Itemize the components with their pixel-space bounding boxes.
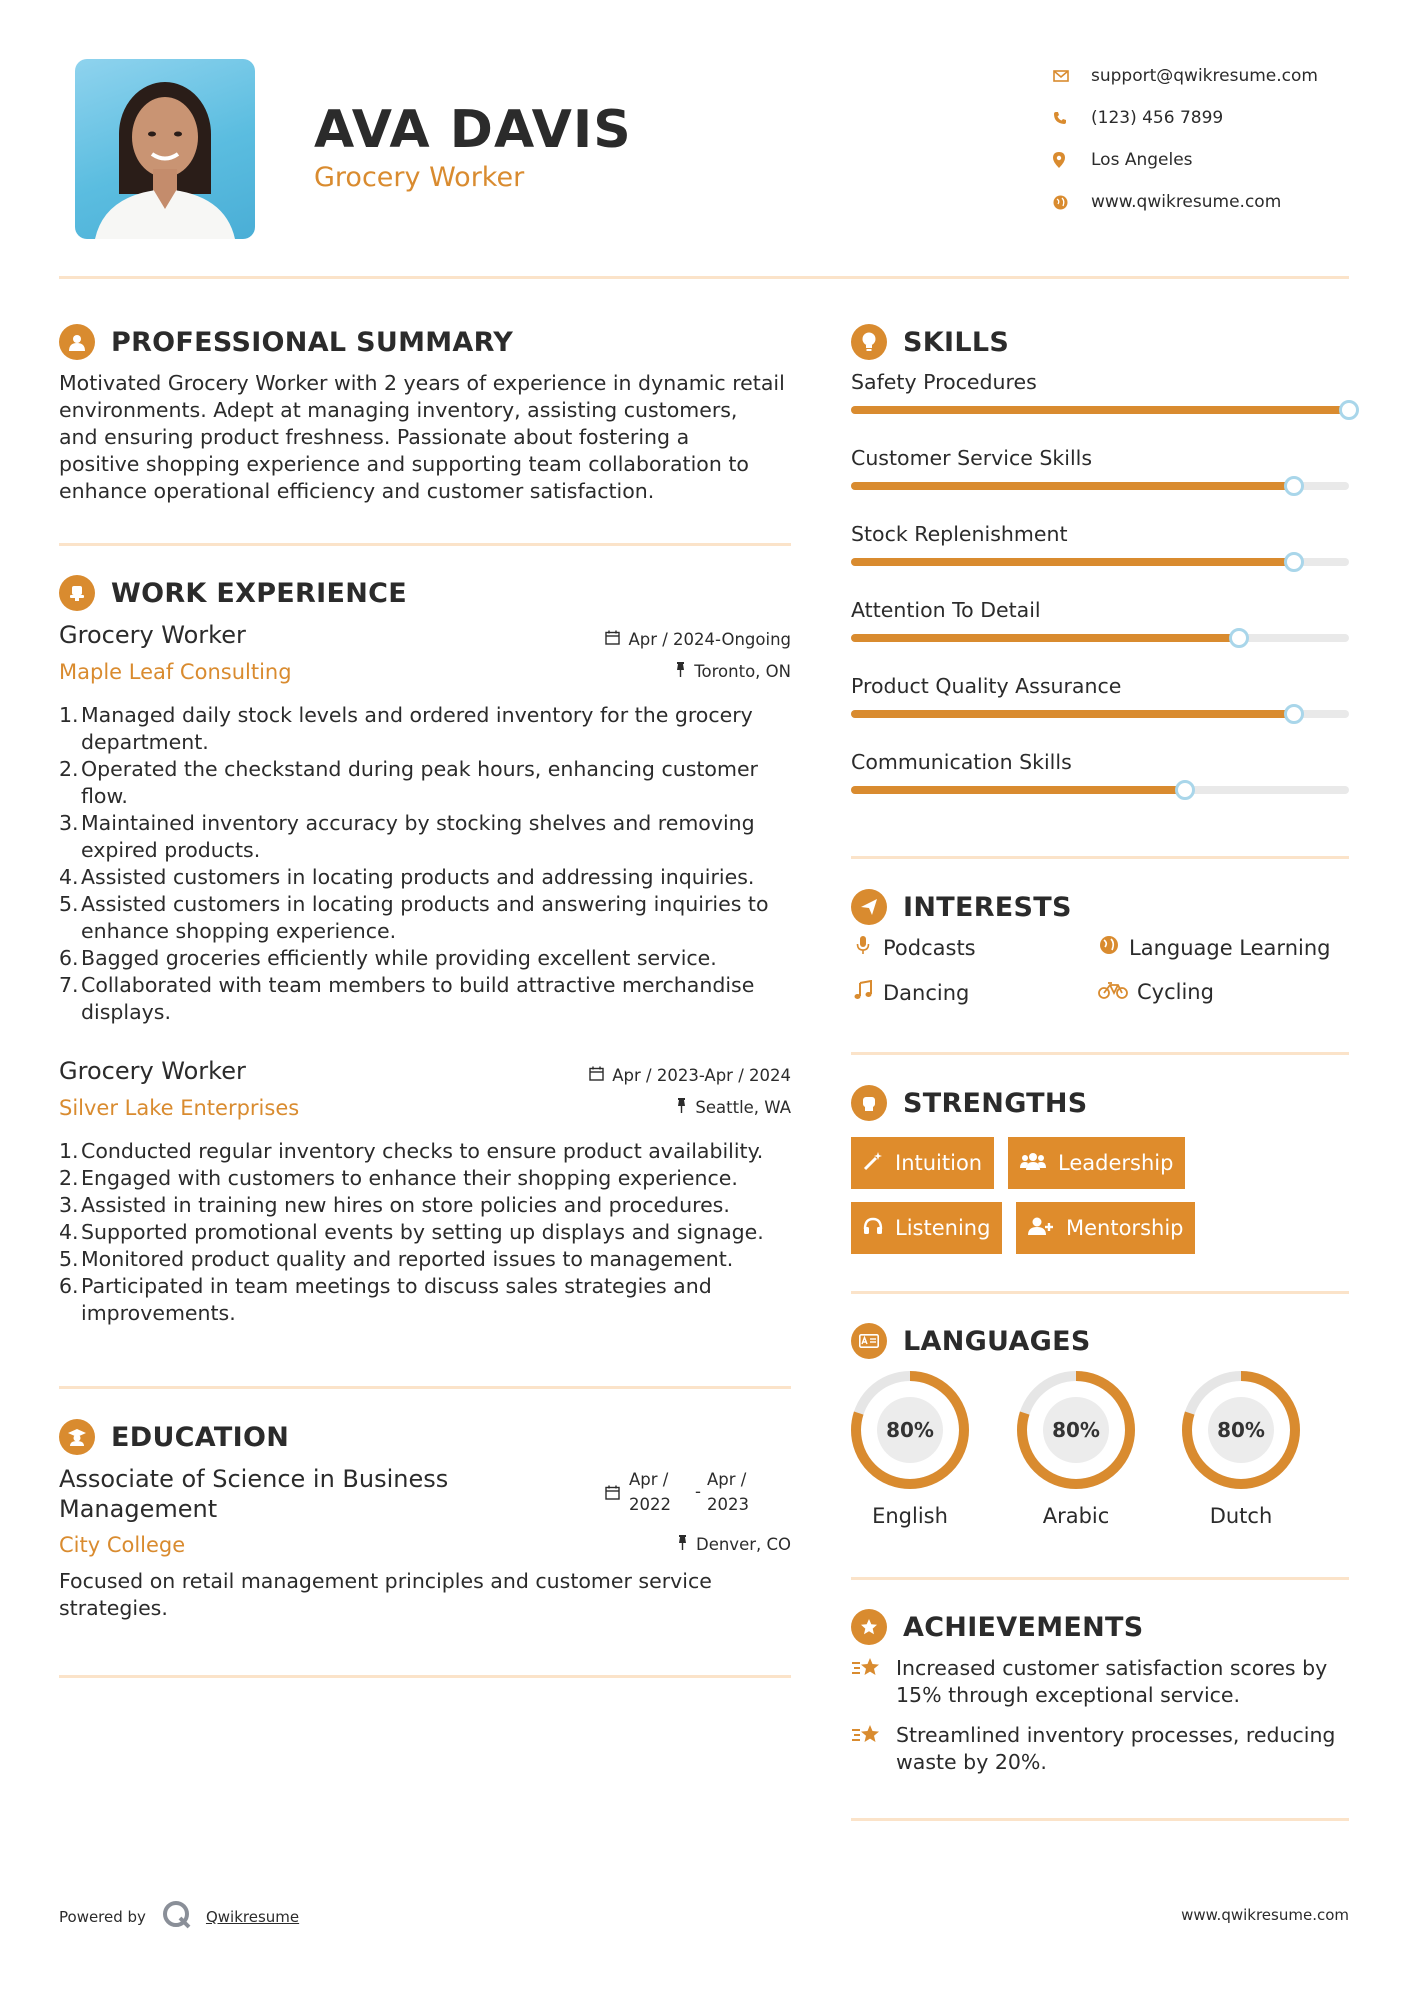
skill-bar-fill <box>851 634 1239 642</box>
interests-heading <box>851 889 1072 925</box>
section-divider <box>59 543 791 546</box>
skill-name: Attention To Detail <box>851 598 1041 622</box>
skill-item <box>851 446 1349 470</box>
job-location-text: Seattle, WA <box>695 1098 791 1117</box>
education-heading <box>59 1419 289 1455</box>
calendar-icon <box>589 1066 604 1085</box>
job-location-text: Toronto, ON <box>694 662 791 681</box>
section-divider <box>59 1675 791 1678</box>
language-percent: 80% <box>886 1418 934 1442</box>
job-dates <box>605 630 791 649</box>
job-location <box>676 1098 791 1117</box>
section-divider <box>851 1291 1349 1294</box>
language-name: Dutch <box>1209 1504 1273 1528</box>
language-percent: 80% <box>1217 1418 1265 1442</box>
graduate-icon <box>59 1419 95 1455</box>
contact-location <box>1053 139 1383 181</box>
language-item <box>845 1368 975 1528</box>
achievements-heading <box>851 1609 1144 1645</box>
shooting-star-icon <box>851 1722 896 1776</box>
job-title: Grocery Worker <box>59 621 246 649</box>
contact-email[interactable] <box>1053 55 1383 97</box>
list-item: 5. Monitored product quality and reported issues to management. <box>59 1247 734 1271</box>
pushpin-icon <box>675 662 686 681</box>
job-dates <box>589 1066 791 1085</box>
company-name: Maple Leaf Consulting <box>59 660 292 684</box>
skill-bar-track <box>851 558 1349 566</box>
skill-bar-track <box>851 406 1349 414</box>
skill-level-handle <box>1339 400 1359 420</box>
education-description: Focused on retail management principles and customer service strategies. <box>59 1569 712 1620</box>
strength-badge: Listening <box>851 1202 1002 1254</box>
bicycle-icon <box>1095 980 1131 1004</box>
candidate-title: Grocery Worker <box>314 162 525 193</box>
language-progress-ring <box>1014 1368 1138 1492</box>
summary-line: positive shopping experience and supporting team collaboration to <box>59 452 749 476</box>
list-item: 7. Collaborated with team members to build attractive merchandise displays. <box>59 973 755 1024</box>
skill-name: Safety Procedures <box>851 370 1037 394</box>
list-item: 6. Participated in team meetings to discuss sales strategies and improvements. <box>59 1274 712 1325</box>
section-divider <box>851 856 1349 859</box>
experience-title: WORK EXPERIENCE <box>111 577 407 609</box>
skill-bar-fill <box>851 482 1294 490</box>
school-name: City College <box>59 1533 186 1557</box>
summary-line: environments. Adept at managing inventory, assisting customers, <box>59 398 738 422</box>
skill-item <box>851 674 1349 698</box>
experience-heading <box>59 575 407 611</box>
summary-heading <box>59 324 513 360</box>
skill-bar-track <box>851 786 1349 794</box>
headphones-icon <box>863 1217 883 1240</box>
skills-heading <box>851 324 1009 360</box>
language-name: English <box>872 1504 948 1528</box>
skill-name: Communication Skills <box>851 750 1072 774</box>
list-item: 4. Supported promotional events by setting up displays and signage. <box>59 1220 764 1244</box>
user-icon <box>59 324 95 360</box>
location-text: Los Angeles <box>1091 150 1193 170</box>
job-duties <box>59 1138 799 1327</box>
skill-bar-track <box>851 634 1349 642</box>
microphone-icon <box>849 935 877 960</box>
profile-photo <box>75 59 255 239</box>
job-dates-text: Apr / 2023-Apr / 2024 <box>612 1066 791 1085</box>
education-location: Denver, CO <box>677 1535 791 1554</box>
skill-bar-track <box>851 482 1349 490</box>
section-divider <box>851 1818 1349 1821</box>
map-pin-icon <box>1053 152 1091 168</box>
list-item: 1. Conducted regular inventory checks to ensure product availability. <box>59 1139 764 1163</box>
users-icon <box>1020 1152 1046 1175</box>
skill-bar-fill <box>851 710 1294 718</box>
language-progress-ring <box>848 1368 972 1492</box>
skill-bar-fill <box>851 786 1185 794</box>
section-divider <box>851 1577 1349 1580</box>
job-location <box>675 662 791 681</box>
language-progress-ring <box>1179 1368 1303 1492</box>
list-item: 5. Assisted customers in locating products and answering inquiries to enhance shopping experience. <box>59 892 769 943</box>
star-badge-icon <box>851 1609 887 1645</box>
interest-podcasts: Podcasts <box>849 935 976 960</box>
achievement-item: Increased customer satisfaction scores by 15% through exceptional service. <box>851 1655 1351 1709</box>
skill-item <box>851 598 1349 622</box>
briefcase-icon <box>59 575 95 611</box>
skill-name: Stock Replenishment <box>851 522 1068 546</box>
contact-block <box>1053 55 1383 223</box>
skill-item <box>851 750 1349 774</box>
education-title: EDUCATION <box>111 1421 290 1453</box>
user-plus-icon <box>1028 1217 1054 1240</box>
globe-icon <box>1095 935 1123 960</box>
section-divider <box>59 1386 791 1389</box>
language-item <box>1176 1368 1306 1528</box>
skill-name: Product Quality Assurance <box>851 674 1122 698</box>
language-name: Arabic <box>1042 1504 1110 1528</box>
strength-badge: Leadership <box>1008 1137 1185 1189</box>
qwikresume-logo-icon <box>162 1900 192 1934</box>
skill-level-handle <box>1229 628 1249 648</box>
skills-title: SKILLS <box>903 326 1010 358</box>
email-text: support@qwikresume.com <box>1091 66 1318 86</box>
skill-item <box>851 522 1349 546</box>
contact-website[interactable] <box>1053 181 1383 223</box>
contact-phone[interactable] <box>1053 97 1383 139</box>
magic-wand-icon <box>863 1151 883 1176</box>
website-text: www.qwikresume.com <box>1091 192 1282 212</box>
language-item <box>1011 1368 1141 1528</box>
strength-badge: Intuition <box>851 1137 994 1189</box>
list-item: 3. Assisted in training new hires on store policies and procedures. <box>59 1193 730 1217</box>
languages-heading <box>851 1323 1091 1359</box>
skill-bar-track <box>851 710 1349 718</box>
summary-title: PROFESSIONAL SUMMARY <box>111 326 514 358</box>
company-name: Silver Lake Enterprises <box>59 1096 300 1120</box>
skill-bar-fill <box>851 558 1294 566</box>
skill-name: Customer Service Skills <box>851 446 1093 470</box>
pushpin-icon <box>676 1098 687 1117</box>
footer-website[interactable]: www.qwikresume.com <box>1181 1906 1349 1924</box>
lightbulb-icon <box>851 324 887 360</box>
languages-title: LANGUAGES <box>903 1325 1091 1357</box>
summary-line: enhance operational efficiency and customer satisfaction. <box>59 479 655 503</box>
skill-level-handle <box>1284 476 1304 496</box>
calendar-icon <box>605 630 620 649</box>
job-dates-text: Apr / 2024-Ongoing <box>628 630 791 649</box>
strengths-heading <box>851 1085 1088 1121</box>
summary-text <box>59 370 794 505</box>
header-divider <box>59 276 1349 279</box>
phone-icon <box>1053 111 1091 125</box>
skill-level-handle <box>1175 780 1195 800</box>
fist-icon <box>851 1085 887 1121</box>
list-item: 2. Engaged with customers to enhance their shopping experience. <box>59 1166 738 1190</box>
phone-text: (123) 456 7899 <box>1091 108 1224 128</box>
shooting-star-icon <box>851 1655 896 1709</box>
language-percent: 80% <box>1052 1418 1100 1442</box>
qwikresume-link[interactable]: Qwikresume <box>205 1908 300 1926</box>
summary-line: Motivated Grocery Worker with 2 years of experience in dynamic retail <box>59 371 785 395</box>
achievement-item: Streamlined inventory processes, reducing waste by 20%. <box>851 1722 1351 1776</box>
globe-icon <box>1053 195 1091 210</box>
achievements-title: ACHIEVEMENTS <box>903 1611 1144 1643</box>
list-item: 2. Operated the checkstand during peak hours, enhancing customer flow. <box>59 757 758 808</box>
skill-level-handle <box>1284 552 1304 572</box>
interest-dancing: Dancing <box>849 980 969 1005</box>
envelope-icon <box>1053 70 1091 82</box>
music-icon <box>849 980 877 1005</box>
powered-by-label: Powered by <box>59 1908 146 1926</box>
footer-powered-by <box>59 1900 299 1934</box>
list-item: 1. Managed daily stock levels and ordered inventory for the grocery department. <box>59 703 753 754</box>
language-card-icon <box>851 1323 887 1359</box>
job-duties <box>59 702 799 1026</box>
interest-cycling: Cycling <box>1095 980 1214 1004</box>
candidate-name: AVA DAVIS <box>314 100 632 160</box>
skill-item <box>851 370 1349 394</box>
summary-line: and ensuring product freshness. Passionate about fostering a <box>59 425 690 449</box>
list-item: 3. Maintained inventory accuracy by stocking shelves and removing expired products. <box>59 811 755 862</box>
job-title: Grocery Worker <box>59 1057 246 1085</box>
interests-title: INTERESTS <box>903 891 1072 923</box>
section-divider <box>851 1052 1349 1055</box>
skill-bar-fill <box>851 406 1349 414</box>
paper-plane-icon <box>851 889 887 925</box>
education-dates: Apr / 2022 - Apr / 2023 <box>605 1467 749 1517</box>
list-item: 6. Bagged groceries efficiently while providing excellent service. <box>59 946 717 970</box>
skill-level-handle <box>1284 704 1304 724</box>
calendar-icon <box>605 1482 620 1517</box>
degree-title: Associate of Science in Business Management <box>59 1465 449 1523</box>
strength-badge: Mentorship <box>1016 1202 1195 1254</box>
list-item: 4. Assisted customers in locating products and addressing inquiries. <box>59 865 755 889</box>
strengths-title: STRENGTHS <box>903 1087 1088 1119</box>
interest-language-learning: Language Learning <box>1095 935 1330 960</box>
pushpin-icon <box>677 1535 688 1554</box>
